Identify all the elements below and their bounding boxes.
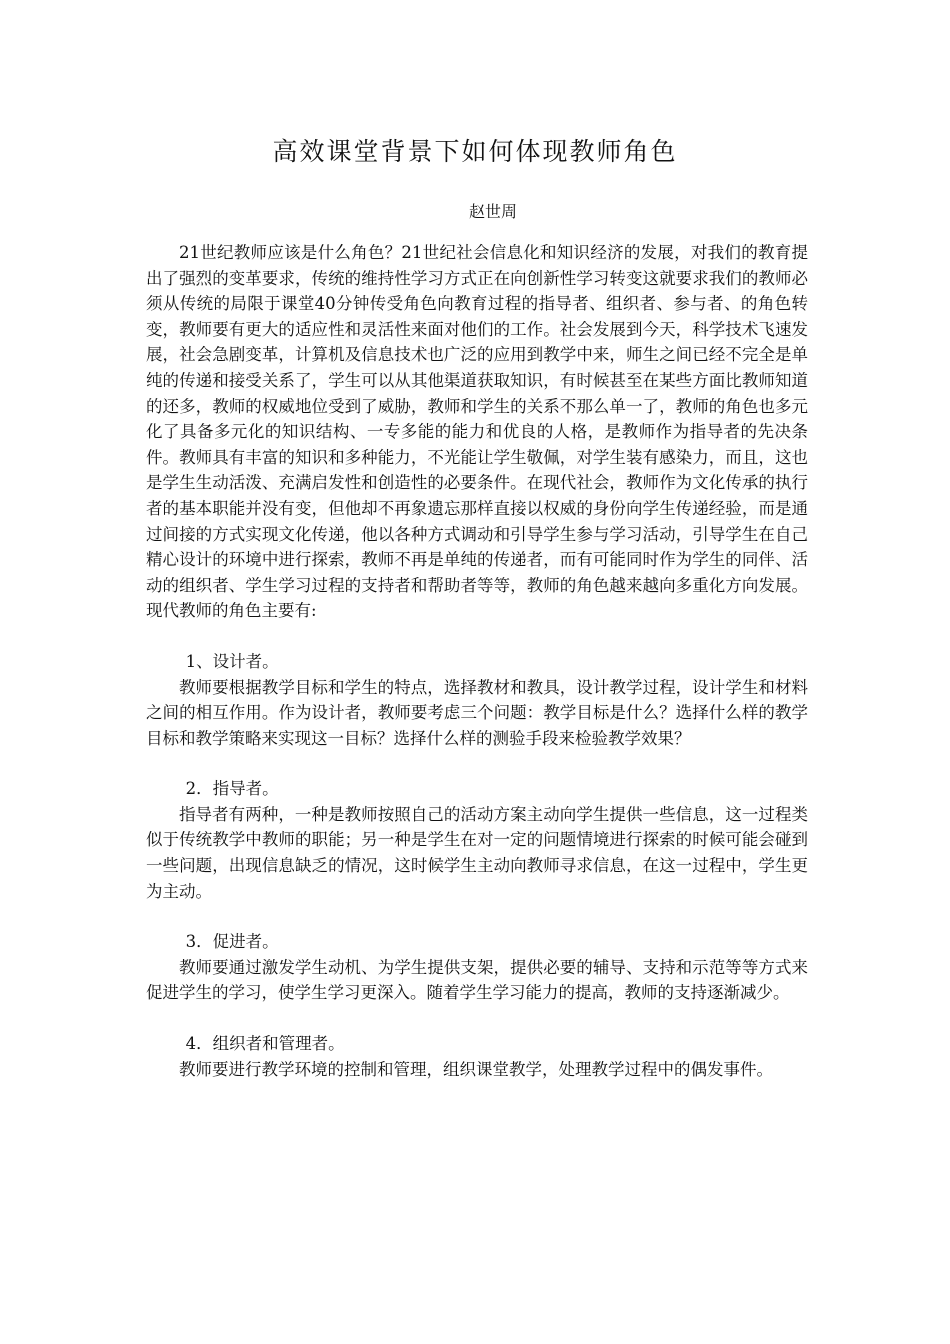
section-heading-designer: 1、设计者。 xyxy=(185,651,279,671)
section-text-designer: 教师要根据教学目标和学生的特点，选择教材和教具，设计教学过程，设计学生和材料之间的相互作用。作为设计者，教师要考虑三个问题：教学目标是什么？选择什么样的教学目标和教学策略来实现这一目标？选择什么样的测验手段来检验教学效果？ xyxy=(146,677,808,748)
section-text-guide: 指导者有两种，一种是教师按照自己的活动方案主动向学生提供一些信息，这一过程类似于传统教学中教师的职能；另一种是学生在对一定的问题情境进行探索的时候可能会碰到一些问题，出现信息缺乏的情况，这时候学生主动向教师寻求信息，在这一过程中，学生更为主动。 xyxy=(146,804,808,901)
section-spacer xyxy=(146,751,808,776)
document-body xyxy=(146,240,808,1082)
document-title: 高效课堂背景下如何体现教师角色 xyxy=(272,137,678,166)
section-spacer xyxy=(146,904,808,929)
section-heading-organizer: 4．组织者和管理者。 xyxy=(185,1034,345,1054)
section-heading-facilitator: 3．促进者。 xyxy=(185,932,279,952)
section-text-facilitator: 教师要通过激发学生动机、为学生提供支架，提供必要的辅导、支持和示范等等方式来促进学生的学习，使学生学习更深入。随着学生学习能力的提高，教师的支持逐渐减少。 xyxy=(146,957,808,1003)
section-heading-guide: 2．指导者。 xyxy=(185,779,279,799)
intro-paragraph: 21世纪教师应该是什么角色？21世纪社会信息化和知识经济的发展，对我们的教育提出了强烈的变革要求，传统的维持性学习方式正在向创新性学习转变这就要求我们的教师必须从传统的局限于课堂40分钟传受角色向教育过程的指导者、组织者、参与者、的角色转变，教师要有更大的适应性和灵活性来面对他们的工作。社会发展到今天，科学技术飞速发展，社会急剧变革，计算机及信息技术也广泛的应用到教学中来，师生之间已经不完全是单纯的传递和接受关系了，学生可以从其他渠道获取知识，有时候甚至在某些方面比教师知道的还多，教师的权威地位受到了威胁，教师和学生的关系不那么单一了，教师的角色也多元化了具备多元化的知识结构、一专多能的能力和优良的人格，是教师作为指导者的先决条件。教师具有丰富的知识和多种能力，不光能让学生敬佩，对学生装有感染力，而且，这也是学生生动活泼、充满启发性和创造性的必要条件。在现代社会，教师作为文化传承的执行者的基本职能并没有变，但他却不再象遗忘那样直接以权威的身份向学生传递经验，而是通过间接的方式实现文化传递，他以各种方式调动和引导学生参与学习活动，引导学生在自己精心设计的环境中进行探索，教师不再是单纯的传递者，而有可能同时作为学生的同伴、活动的组织者、学生学习过程的支持者和帮助者等等，教师的角色越来越向多重化方向发展。现代教师的角色主要有: xyxy=(146,243,808,621)
document-author: 赵世周 xyxy=(468,202,517,221)
section-spacer xyxy=(146,624,808,649)
section-spacer xyxy=(146,1006,808,1031)
section-text-organizer: 教师要进行教学环境的控制和管理，组织课堂教学，处理教学过程中的偶发事件。 xyxy=(179,1059,773,1079)
